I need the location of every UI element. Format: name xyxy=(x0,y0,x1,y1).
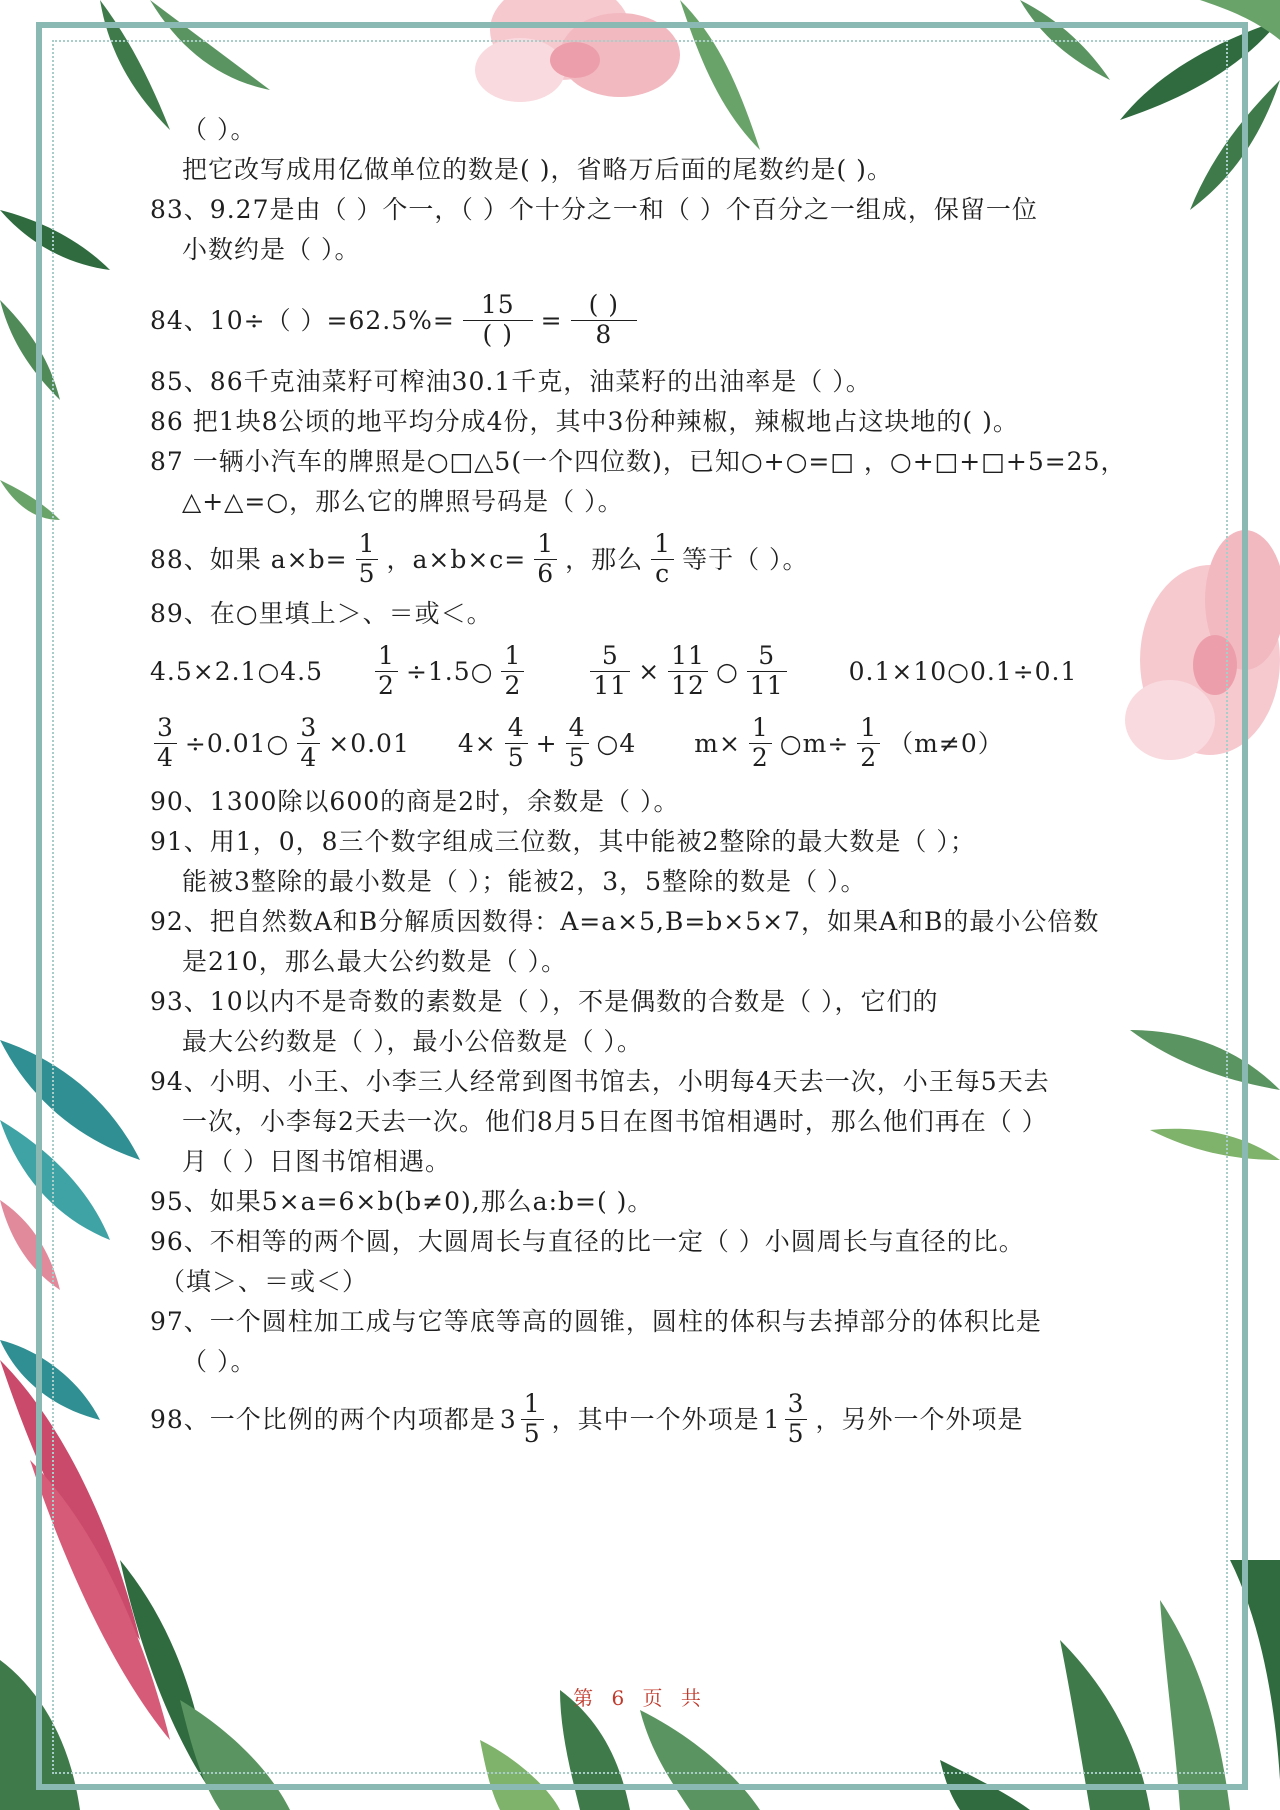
question-98 xyxy=(150,1382,1190,1454)
fraction xyxy=(375,642,398,701)
whole-part: 1 xyxy=(763,1404,781,1434)
numerator: 3 xyxy=(154,714,177,744)
question-97: 97、一个圆柱加工成与它等底等高的圆锥，圆柱的体积与去掉部分的体积比是 xyxy=(150,1307,1042,1336)
denominator: 2 xyxy=(378,671,395,700)
denominator: 4 xyxy=(157,743,174,772)
numerator: 5 xyxy=(590,642,630,672)
question-83-cont: 小数约是（ ）。 xyxy=(182,235,361,264)
compare-op: ○4 xyxy=(596,728,637,758)
denominator: 2 xyxy=(860,743,878,772)
question-94: 94、小明、小王、小李三人经常到图书馆去，小明每4天去一次，小王每5天去 xyxy=(150,1067,1050,1096)
fraction xyxy=(356,530,379,589)
q98-prefix: 98、一个比例的两个内项都是 xyxy=(150,1404,496,1434)
fraction xyxy=(857,714,880,773)
denominator: 11 xyxy=(593,671,628,700)
q88-suffix: 等于（ ）。 xyxy=(682,544,809,574)
q88-mid: ，a×b×c= xyxy=(386,544,527,574)
compare-item: 0.1×10○0.1÷0.1 xyxy=(848,656,1078,686)
question-86: 86 把1块8公顷的地平均分成4份，其中3份种辣椒，辣椒地占这块地的( )。 xyxy=(150,407,1019,436)
fraction xyxy=(651,530,674,589)
equals-sign: = xyxy=(540,305,563,335)
fraction xyxy=(749,714,772,773)
denominator: 11 xyxy=(749,671,784,700)
numerator: 1 xyxy=(651,530,674,560)
denominator: 4 xyxy=(300,743,318,772)
question-96: 96、不相等的两个圆，大圆周长与直径的比一定（ ）小圆周长与直径的比。 xyxy=(150,1227,1025,1256)
compare-item: 4.5×2.1○4.5 xyxy=(150,656,324,686)
compare-op: 4× xyxy=(457,728,497,758)
numerator: 1 xyxy=(501,642,524,672)
mixed-number xyxy=(764,1384,812,1456)
numerator: 11 xyxy=(668,642,708,672)
compare-op: ×0.01 xyxy=(328,728,410,758)
question-92-cont: 是210，那么最大公约数是（ ）。 xyxy=(182,947,568,976)
q88-prefix: 88、如果 a×b= xyxy=(150,544,348,574)
q98-mid: ，其中一个外项是 xyxy=(551,1404,760,1434)
denominator: 5 xyxy=(523,1419,541,1448)
numerator: 3 xyxy=(785,1390,808,1420)
question-91: 91、用1，0，8三个数字组成三位数，其中能被2整除的最大数是（ ）； xyxy=(150,827,976,856)
numerator: 4 xyxy=(505,714,528,744)
q98-suffix: ，另外一个外项是 xyxy=(815,1404,1024,1434)
question-92: 92、把自然数A和B分解质因数得：A=a×5,B=b×5×7，如果A和B的最小公倍数 xyxy=(150,907,1100,936)
compare-op: （m≠0） xyxy=(888,728,1004,758)
numerator: 1 xyxy=(521,1390,544,1420)
whole-part: 3 xyxy=(499,1404,517,1434)
question-85: 85、86千克油菜籽可榨油30.1千克，油菜籽的出油率是（ ）。 xyxy=(150,367,872,396)
question-91-cont: 能被3整除的最小数是（ ）；能被2，3，5整除的数是（ ）。 xyxy=(182,867,867,896)
denominator: 5 xyxy=(787,1419,805,1448)
compare-row-1 xyxy=(150,634,1190,706)
fraction xyxy=(566,714,589,773)
question-88 xyxy=(150,522,1190,594)
question-93-cont: 最大公约数是（ ），最小公倍数是（ ）。 xyxy=(182,1027,643,1056)
fraction xyxy=(668,642,708,701)
denominator: 6 xyxy=(537,559,555,588)
compare-op: × xyxy=(638,656,661,686)
text-line: 把它改写成用亿做单位的数是( )，省略万后面的尾数约是( )。 xyxy=(182,155,893,184)
denominator: 2 xyxy=(504,671,522,700)
question-96-cont: （填＞、＝或＜） xyxy=(160,1267,369,1296)
mixed-number xyxy=(500,1384,548,1456)
fraction xyxy=(590,642,630,701)
text-line: （ ）。 xyxy=(182,115,257,144)
numerator: 3 xyxy=(297,714,320,744)
compare-op: m× xyxy=(694,728,741,758)
question-95: 95、如果5×a=6×b(b≠0),那么a:b=( )。 xyxy=(150,1187,654,1216)
numerator: ( ) xyxy=(571,291,637,321)
compare-op: ○ xyxy=(715,656,739,686)
fraction xyxy=(501,642,524,701)
fraction xyxy=(747,642,787,701)
question-87: 87 一辆小汽车的牌照是○□△5(一个四位数)，已知○+○=□ ，○+□+□+5=25， xyxy=(150,447,1127,476)
compare-op: ÷0.01○ xyxy=(184,728,290,758)
numerator: 15 xyxy=(463,291,533,321)
question-94-cont: 月（ ）日图书馆相遇。 xyxy=(182,1147,451,1176)
denominator: 12 xyxy=(671,671,705,700)
compare-op: ÷1.5○ xyxy=(405,656,494,686)
fraction xyxy=(521,1390,544,1449)
question-83: 83、9.27是由（ ）个一，（ ）个十分之一和（ ）个百分之一组成，保留一位 xyxy=(150,195,1038,224)
numerator: 1 xyxy=(534,530,557,560)
compare-op: ○m÷ xyxy=(779,728,850,758)
denominator: ( ) xyxy=(482,320,513,349)
numerator: 1 xyxy=(375,642,398,672)
question-89: 89、在○里填上＞、＝或＜。 xyxy=(150,599,493,628)
fraction xyxy=(505,714,528,773)
fraction xyxy=(154,714,177,773)
question-87-cont: △+△=○，那么它的牌照号码是（ ）。 xyxy=(182,487,624,516)
question-93: 93、10以内不是奇数的素数是（ ），不是偶数的合数是（ ），它们的 xyxy=(150,987,939,1016)
denominator: 5 xyxy=(507,743,525,772)
question-content xyxy=(150,110,1190,1454)
q88-mid2: ，那么 xyxy=(565,544,644,574)
question-84 xyxy=(150,280,1190,358)
question-97-cont: （ ）。 xyxy=(182,1347,257,1376)
fraction xyxy=(534,530,557,589)
numerator: 1 xyxy=(857,714,880,744)
denominator: 5 xyxy=(568,743,586,772)
fraction xyxy=(571,291,637,350)
denominator: c xyxy=(655,559,671,588)
denominator: 8 xyxy=(595,320,613,349)
question-94-cont: 一次，小李每2天去一次。他们8月5日在图书馆相遇时，那么他们再在（ ） xyxy=(182,1107,1048,1136)
fraction xyxy=(785,1390,808,1449)
denominator: 5 xyxy=(358,559,376,588)
numerator: 1 xyxy=(356,530,379,560)
numerator: 5 xyxy=(747,642,787,672)
fraction xyxy=(297,714,320,773)
compare-row-2 xyxy=(150,706,1190,778)
question-90: 90、1300除以600的商是2时，余数是（ ）。 xyxy=(150,787,680,816)
numerator: 4 xyxy=(566,714,589,744)
page-footer: 第 6 页 共 xyxy=(573,1686,707,1710)
fraction xyxy=(463,291,533,350)
numerator: 1 xyxy=(749,714,772,744)
denominator: 2 xyxy=(751,743,769,772)
compare-op: + xyxy=(535,728,558,758)
q84-prefix: 84、10÷（ ）=62.5%= xyxy=(150,305,455,335)
